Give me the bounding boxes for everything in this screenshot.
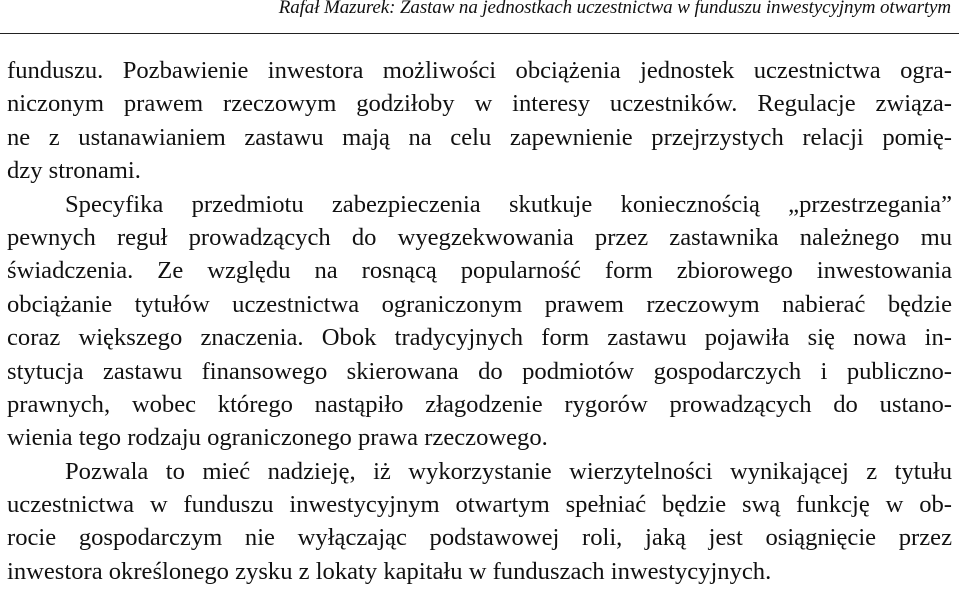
- text-line: uczestnictwa w funduszu inwestycyjnym otwartym spełniać będzie swą funkcję w ob-: [7, 491, 952, 519]
- body-text: [7, 54, 952, 588]
- text-line: rocie gospodarczym nie wyłączając podstawowej roli, jaką jest osiągnięcie przez: [7, 524, 952, 552]
- text-line: funduszu. Pozbawienie inwestora możliwości obciążenia jednostek uczestnictwa ogra-: [7, 57, 952, 84]
- text-line: świadczenia. Ze względu na rosnącą popularność form zbiorowego inwestowania: [7, 257, 952, 285]
- text-line: niczonym prawem rzeczowym godziłoby w interesy uczestników. Regulacje związa-: [7, 90, 952, 118]
- paragraph-first-line: Pozwala to mieć nadzieję, iż wykorzystanie wierzytelności wynikającej z tytułu: [65, 457, 952, 485]
- running-title: Rafał Mazurek: Zastaw na jednostkach uczestnictwa w funduszu inwestycyjnym otwartym: [278, 0, 951, 18]
- text-line: stytucja zastawu finansowego skierowana do podmiotów gospodarczych i publiczno-: [7, 357, 952, 385]
- text-line: prawnych, wobec którego nastąpiło złagodzenie rygorów prowadzących do ustano-: [7, 390, 952, 418]
- paragraph-end-line: inwestora określonego zysku z lokaty kapitału w funduszach inwestycyjnych.: [7, 557, 772, 585]
- paragraph-first-line: Specyfika przedmiotu zabezpieczenia skutkuje koniecznością „przestrzegania”: [65, 190, 952, 218]
- text-line: obciążanie tytułów uczestnictwa ograniczonym prawem rzeczowym nabierać będzie: [7, 290, 952, 318]
- paragraph-end-line: dzy stronami.: [7, 157, 141, 185]
- text-line: ne z ustanawianiem zastawu mają na celu zapewnienie przejrzystych relacji pomię-: [7, 123, 952, 151]
- text-line: pewnych reguł prowadzących do wyegzekwowania przez zastawnika należnego mu: [7, 223, 952, 251]
- text-line: coraz większego znaczenia. Obok tradycyjnych form zastawu pojawiła się nowa in-: [7, 324, 952, 352]
- paragraph-end-line: wienia tego rodzaju ograniczonego prawa rzeczowego.: [7, 424, 548, 452]
- running-header: [0, 0, 959, 34]
